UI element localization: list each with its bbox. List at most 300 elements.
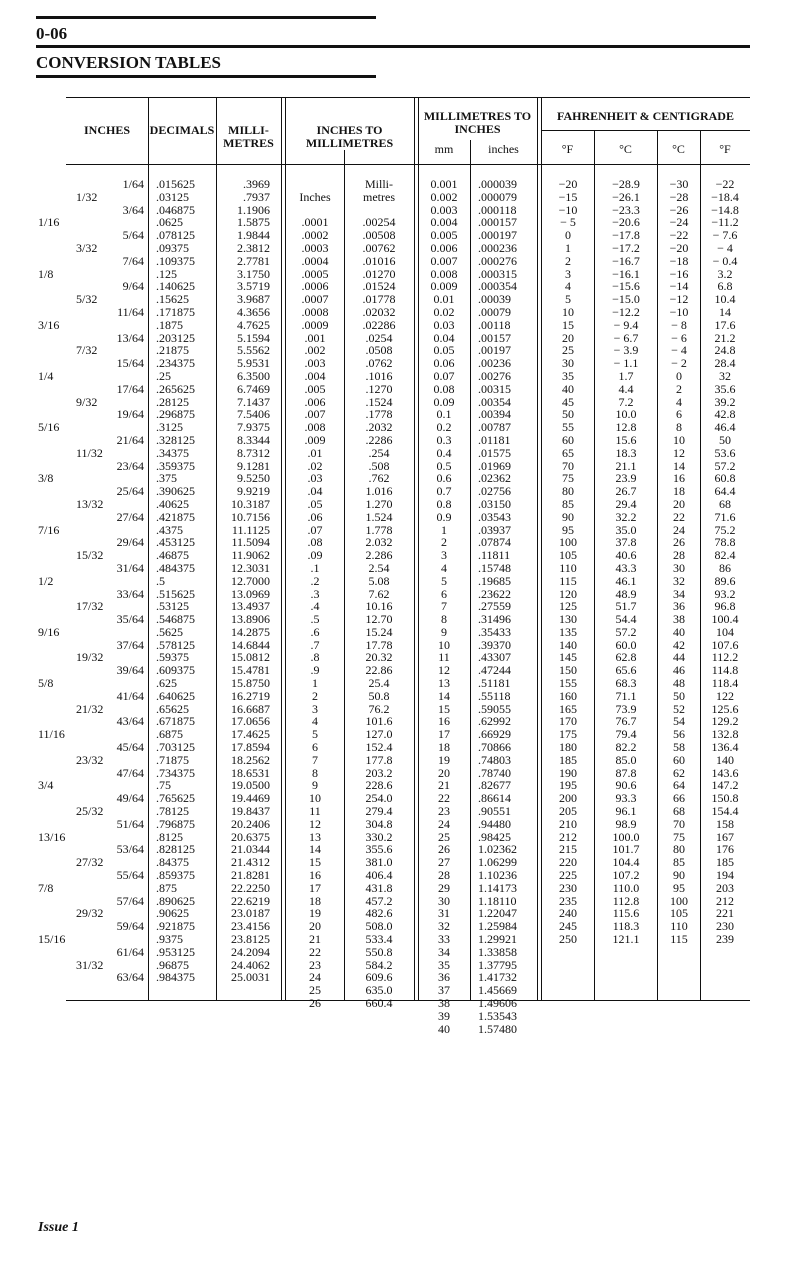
table-cell: 304.8 <box>365 816 393 831</box>
table-cell: 112.2 <box>711 650 739 665</box>
table-cell: 120 <box>559 586 577 601</box>
col-divider-c2 <box>700 130 701 1001</box>
col-divider-itm-end-a <box>414 97 415 1001</box>
table-cell: 150.8 <box>711 791 739 806</box>
table-cell: 80 <box>673 842 685 857</box>
table-cell: 71.1 <box>615 688 637 703</box>
table-cell: 101.7 <box>612 842 640 857</box>
table-cell: 32 <box>438 919 450 934</box>
table-cell: 22.86 <box>365 663 393 678</box>
table-cell: 14 <box>438 688 450 703</box>
table-cell: .078125 <box>156 228 195 243</box>
table-cell: 1/4 <box>38 368 54 383</box>
table-cell: 17/32 <box>76 599 104 614</box>
table-cell: 78.8 <box>714 535 736 550</box>
col-divider-c1 <box>657 130 658 1001</box>
table-cell: .90551 <box>478 804 511 819</box>
table-cell <box>38 907 78 920</box>
table-cell: .84375 <box>156 855 189 870</box>
table-cell: 254.0 <box>365 791 393 806</box>
table-cell: .03125 <box>156 189 189 204</box>
table-cell: 98.9 <box>615 816 637 831</box>
table-cell: .7 <box>310 637 320 652</box>
table-cell: − 4 <box>671 343 687 358</box>
table-cell: 431.8 <box>365 880 393 895</box>
table-cell <box>38 511 78 524</box>
table-cell: 205 <box>559 804 577 819</box>
table-cell: 34 <box>438 944 450 959</box>
table-cell: .3969 <box>243 177 270 191</box>
table-cell: 16 <box>309 868 321 883</box>
table-cell: 155 <box>559 676 577 691</box>
table-cell: .578125 <box>156 637 195 652</box>
table-cell <box>38 754 78 767</box>
table-cell: .01016 <box>362 253 396 268</box>
table-cell: 12 <box>673 445 685 460</box>
table-cell: .55118 <box>478 688 511 703</box>
table-cell: 0.07 <box>433 368 455 383</box>
table-cell: .09 <box>307 548 323 563</box>
table-cell: .09375 <box>156 240 189 255</box>
table-cell: 245 <box>559 919 577 934</box>
table-cell: 14 <box>309 842 321 857</box>
table-cell: 10 <box>673 432 685 447</box>
table-cell: 22 <box>438 791 450 806</box>
table-cell: 5 <box>441 573 447 588</box>
table-cell: 30 <box>673 560 685 575</box>
table-cell: 15 <box>562 317 574 332</box>
table-cell: 93.2 <box>714 586 736 601</box>
table-cell: 21.1 <box>615 458 637 473</box>
table-cell: 195 <box>559 778 577 793</box>
table-cell: 3/4 <box>38 778 54 793</box>
table-cell: .40625 <box>156 496 189 511</box>
col-itm-inches <box>287 178 343 1010</box>
table-cell <box>38 971 78 984</box>
col-decimals <box>156 178 214 984</box>
table-cell: .328125 <box>156 432 195 447</box>
table-cell: − 6 <box>671 330 687 345</box>
table-cell: 25/64 <box>116 484 144 499</box>
table-cell: 37.8 <box>615 535 637 550</box>
table-cell: 28.4 <box>714 356 736 371</box>
table-cell: 158 <box>716 816 734 831</box>
table-cell: 24 <box>438 816 450 831</box>
table-cell: 35 <box>562 368 574 383</box>
table-cell: 29 <box>438 880 450 895</box>
table-cell: −20 <box>669 240 689 255</box>
col-fraction-16ths <box>38 178 78 984</box>
table-cell: 194 <box>716 868 734 883</box>
table-cell: 550.8 <box>365 944 393 959</box>
header-bottom-rule <box>66 164 750 165</box>
table-cell: 44 <box>673 650 685 665</box>
table-cell: − 3.9 <box>613 343 639 358</box>
table-cell: Milli- <box>364 177 393 191</box>
table-cell: 1 <box>312 676 318 691</box>
table-cell: 10.4 <box>714 292 736 307</box>
table-cell: 105 <box>670 906 688 921</box>
table-cell: 35 <box>438 957 450 972</box>
table-cell: .007 <box>304 407 326 422</box>
table-cell: 118.4 <box>711 676 739 691</box>
table-cell: 27/32 <box>76 855 104 870</box>
table-cell: .25 <box>156 368 171 383</box>
table-cell: .15748 <box>478 560 511 575</box>
table-cell: 59/64 <box>116 919 144 934</box>
table-cell: 228.6 <box>365 778 393 793</box>
table-cell: 4.3656 <box>237 304 270 319</box>
table-cell: 482.6 <box>365 906 393 921</box>
table-cell: −17.2 <box>612 240 640 255</box>
table-cell <box>38 805 78 818</box>
table-cell: .0001 <box>301 215 329 230</box>
header-deg-f-2: °F <box>719 142 731 156</box>
table-cell: .5625 <box>156 624 183 639</box>
table-cell: 0.03 <box>433 317 455 332</box>
header-millimetres-line1: MILLI- <box>228 123 269 137</box>
table-cell: .01524 <box>362 279 396 294</box>
table-cell: .0254 <box>365 330 393 345</box>
table-cell: 250 <box>559 932 577 947</box>
table-cell: 90 <box>562 509 574 524</box>
table-cell: .234375 <box>156 356 195 371</box>
table-cell: 16.6687 <box>231 701 270 716</box>
table-cell: 212 <box>716 893 734 908</box>
col-divider-inches <box>148 97 149 1001</box>
table-cell: 1.14173 <box>478 880 517 895</box>
table-cell: 21.0344 <box>231 842 270 857</box>
table-cell: .96875 <box>156 957 189 972</box>
table-cell: .01 <box>307 445 323 460</box>
table-cell: 3/32 <box>76 240 98 255</box>
table-cell: −24 <box>669 215 689 230</box>
table-cell: 7/16 <box>38 522 60 537</box>
table-cell: 100 <box>559 535 577 550</box>
table-cell: .07874 <box>478 535 511 550</box>
table-cell <box>38 536 78 549</box>
table-cell: 127.0 <box>365 727 393 742</box>
table-cell: 65 <box>562 445 574 460</box>
table-cell: 39.2 <box>714 394 736 409</box>
table-cell: 1/32 <box>76 189 98 204</box>
table-cell: .171875 <box>156 304 195 319</box>
table-cell: 2 <box>565 253 571 268</box>
table-cell: 1.22047 <box>478 906 517 921</box>
table-cell: 56 <box>673 727 685 742</box>
table-cell: 0.002 <box>430 189 458 204</box>
table-cell: 60 <box>673 752 685 767</box>
table-cell: 46.1 <box>615 573 637 588</box>
table-cell: 5 <box>312 727 318 742</box>
table-cell: 19.8437 <box>231 804 270 819</box>
table-cell: 7/32 <box>76 343 98 358</box>
table-cell: 35/64 <box>116 612 144 627</box>
table-cell <box>38 741 78 754</box>
table-cell: 10.0 <box>615 407 637 422</box>
table-cell: 11/32 <box>76 445 103 460</box>
table-cell: 8 <box>676 420 682 435</box>
table-cell: 1.37795 <box>478 957 517 972</box>
table-cell: −23.3 <box>612 202 640 217</box>
table-cell: 19.4469 <box>231 791 270 806</box>
table-cell: .1016 <box>365 368 393 383</box>
table-cell: 11.5094 <box>231 535 270 550</box>
table-cell: .65625 <box>156 701 189 716</box>
table-cell: −30 <box>669 177 689 191</box>
table-cell: − 1.1 <box>613 356 639 371</box>
table-cell: −10 <box>669 304 689 319</box>
table-cell: 185 <box>559 752 577 767</box>
table-cell: .453125 <box>156 535 195 550</box>
table-cell: .3125 <box>156 420 183 435</box>
table-cell: 13.8906 <box>231 612 270 627</box>
table-cell: 18 <box>673 484 685 499</box>
table-cell: 46.4 <box>714 420 736 435</box>
table-cell: 19 <box>309 906 321 921</box>
table-cell: −16.7 <box>612 253 640 268</box>
table-cell: 1/2 <box>38 573 54 588</box>
table-cell: 70 <box>562 458 574 473</box>
table-cell: 5.08 <box>368 573 390 588</box>
table-cell: .39370 <box>478 637 511 652</box>
table-cell: 0.5 <box>436 458 452 473</box>
table-cell: .74803 <box>478 752 511 767</box>
col-divider-mti <box>470 140 471 1001</box>
table-cell <box>38 344 78 357</box>
table-cell: .002 <box>304 343 326 358</box>
table-cell: 60 <box>562 432 574 447</box>
table-cell: 7 <box>441 599 447 614</box>
table-cell: .9375 <box>156 932 183 947</box>
table-cell: .2032 <box>365 420 393 435</box>
table-cell: 29.4 <box>615 496 637 511</box>
table-cell: 10.16 <box>365 599 393 614</box>
table-cell: 660.4 <box>365 996 393 1010</box>
table-cell: 45 <box>562 394 574 409</box>
table-cell: −11.2 <box>711 215 739 230</box>
table-cell: .421875 <box>156 509 195 524</box>
table-cell: 28 <box>673 548 685 563</box>
table-cell: .01969 <box>478 458 511 473</box>
table-cell <box>38 600 78 613</box>
table-cell: .02 <box>307 458 323 473</box>
table-cell: 13.4937 <box>231 599 270 614</box>
table-cell: 9 <box>312 778 318 793</box>
table-cell: 584.2 <box>365 957 393 972</box>
table-cell: 75 <box>673 829 685 844</box>
table-cell: 6 <box>312 740 318 755</box>
table-cell: 7.62 <box>368 586 390 601</box>
table-cell: .546875 <box>156 612 195 627</box>
top-rule-1 <box>36 16 376 19</box>
table-cell: .90625 <box>156 906 189 921</box>
table-cell: 43.3 <box>615 560 637 575</box>
table-cell: 112.8 <box>612 893 640 908</box>
table-cell: 100.0 <box>612 829 640 844</box>
table-cell: 21 <box>309 932 321 947</box>
table-cell: 5.5562 <box>237 343 270 358</box>
table-cell: 0.4 <box>436 445 452 460</box>
table-cell: 80 <box>562 484 574 499</box>
table-cell: 16 <box>673 471 685 486</box>
table-cell: .921875 <box>156 919 195 934</box>
table-cell: 130 <box>559 612 577 627</box>
table-cell: 51.7 <box>615 599 637 614</box>
table-cell: 2 <box>312 688 318 703</box>
table-cell: 50 <box>562 407 574 422</box>
table-cell: −15.0 <box>612 292 640 307</box>
table-cell: 330.2 <box>365 829 393 844</box>
table-cell: 7 <box>312 752 318 767</box>
table-cell <box>38 792 78 805</box>
table-cell <box>38 613 78 626</box>
table-cell: .53125 <box>156 599 189 614</box>
table-cell: 51/64 <box>116 816 144 831</box>
table-cell: .01575 <box>478 445 511 460</box>
table-cell: 11/16 <box>38 727 65 742</box>
table-cell: .015625 <box>156 177 195 191</box>
table-cell: 1.778 <box>365 522 393 537</box>
table-cell: .00254 <box>362 215 396 230</box>
table-cell: 1/8 <box>38 266 54 281</box>
table-cell: .828125 <box>156 842 195 857</box>
table-cell: .703125 <box>156 740 195 755</box>
table-cell: 19/64 <box>116 407 144 422</box>
table-cell: 122 <box>716 688 734 703</box>
table-cell <box>100 677 144 690</box>
table-cell: −14.8 <box>711 202 739 217</box>
table-cell <box>38 856 78 869</box>
table-cell: 0.06 <box>433 356 455 371</box>
table-cell: 13/32 <box>76 496 104 511</box>
table-cell: .00787 <box>478 420 511 435</box>
table-cell: 29/64 <box>116 535 144 550</box>
table-cell: .78740 <box>478 765 511 780</box>
table-cell: .82677 <box>478 778 511 793</box>
header-mm-to-inches-line1: MILLIMETRES TO <box>423 109 532 123</box>
table-cell: .390625 <box>156 484 195 499</box>
table-cell: 0.02 <box>433 304 455 319</box>
table-cell: 7/64 <box>122 253 144 268</box>
table-top-border <box>66 97 750 98</box>
table-cell: 100 <box>670 893 688 908</box>
table-cell: 457.2 <box>365 893 393 908</box>
table-cell: .02756 <box>478 484 511 499</box>
table-cell: 41/64 <box>116 688 144 703</box>
table-cell: 6 <box>676 407 682 422</box>
table-cell: 609.6 <box>365 970 393 985</box>
table-cell: 150 <box>559 663 577 678</box>
table-cell: 11.1125 <box>231 522 270 537</box>
table-cell <box>100 319 144 332</box>
table-cell: .00118 <box>478 317 511 332</box>
table-cell: 47/64 <box>116 765 144 780</box>
table-cell: 4 <box>565 279 571 294</box>
table-cell: − 6.7 <box>613 330 639 345</box>
table-cell: 3/16 <box>38 317 60 332</box>
table-cell: 0.6 <box>436 471 452 486</box>
table-cell: 5 <box>565 292 571 307</box>
table-cell: .59375 <box>156 650 189 665</box>
table-cell: 24.8 <box>714 343 736 358</box>
table-cell: 381.0 <box>365 855 393 870</box>
table-cell <box>38 447 78 460</box>
table-cell: .1524 <box>365 394 393 409</box>
table-cell: .0009 <box>301 317 329 332</box>
table-cell: 9.5250 <box>237 471 270 486</box>
page-code: 0-06 <box>36 24 68 43</box>
table-cell: 8 <box>441 612 447 627</box>
table-cell: 13.0969 <box>231 586 270 601</box>
header-mm: mm <box>434 142 454 156</box>
table-cell: 230 <box>716 919 734 934</box>
table-cell <box>38 306 78 319</box>
table-cell: .671875 <box>156 714 195 729</box>
table-cell: 68.3 <box>615 676 637 691</box>
table-cell: .4 <box>310 599 320 614</box>
table-cell: 22 <box>309 944 321 959</box>
table-cell: −18.4 <box>711 189 739 204</box>
table-cell: 160 <box>559 688 577 703</box>
table-cell: .66929 <box>478 727 511 742</box>
table-cell: 71.6 <box>714 509 736 524</box>
table-cell: 3.5719 <box>237 279 270 294</box>
table-cell: 1.57480 <box>478 1021 517 1036</box>
table-cell: −10 <box>558 202 578 217</box>
table-cell: 17.8594 <box>231 740 270 755</box>
table-cell: −15.6 <box>612 279 640 294</box>
table-cell: 115.6 <box>612 906 640 921</box>
header-inches-to-mm-line2: MILLIMETRES <box>305 136 394 150</box>
col-deg-c-1 <box>596 178 656 946</box>
table-cell: 4.4 <box>618 381 634 396</box>
table-cell: .000157 <box>478 215 517 230</box>
table-cell: 46 <box>673 663 685 678</box>
table-cell <box>38 255 78 268</box>
table-cell: 190 <box>559 765 577 780</box>
table-cell: 147.2 <box>711 778 739 793</box>
table-cell: 55 <box>562 420 574 435</box>
table-cell: 96.8 <box>714 599 736 614</box>
table-cell: 0.005 <box>430 228 458 243</box>
table-cell: 13/64 <box>116 330 144 345</box>
table-cell: 15.6 <box>615 432 637 447</box>
table-cell: 0.1 <box>436 407 452 422</box>
table-cell <box>38 651 78 664</box>
table-cell: 3.9687 <box>237 292 270 307</box>
table-cell: 17 <box>438 727 450 742</box>
table-cell: 57.2 <box>714 458 736 473</box>
table-cell: 20 <box>438 765 450 780</box>
table-cell: .46875 <box>156 548 189 563</box>
table-cell: 12.70 <box>365 612 393 627</box>
table-cell: .008 <box>304 420 326 435</box>
table-cell: .19685 <box>478 573 511 588</box>
table-cell: 96.1 <box>615 804 637 819</box>
col-divider-mti-end-a <box>537 97 538 1001</box>
table-cell: .01181 <box>478 432 511 447</box>
table-cell: 43/64 <box>116 714 144 729</box>
table-cell: .004 <box>304 368 326 383</box>
table-cell: .51181 <box>478 676 511 691</box>
table-cell: 115 <box>559 573 577 588</box>
table-cell: .59055 <box>478 701 511 716</box>
table-cell: 93.3 <box>615 791 637 806</box>
table-cell: 17.78 <box>365 637 393 652</box>
table-cell: 7.5406 <box>237 407 270 422</box>
table-cell: 1.02362 <box>478 842 517 857</box>
